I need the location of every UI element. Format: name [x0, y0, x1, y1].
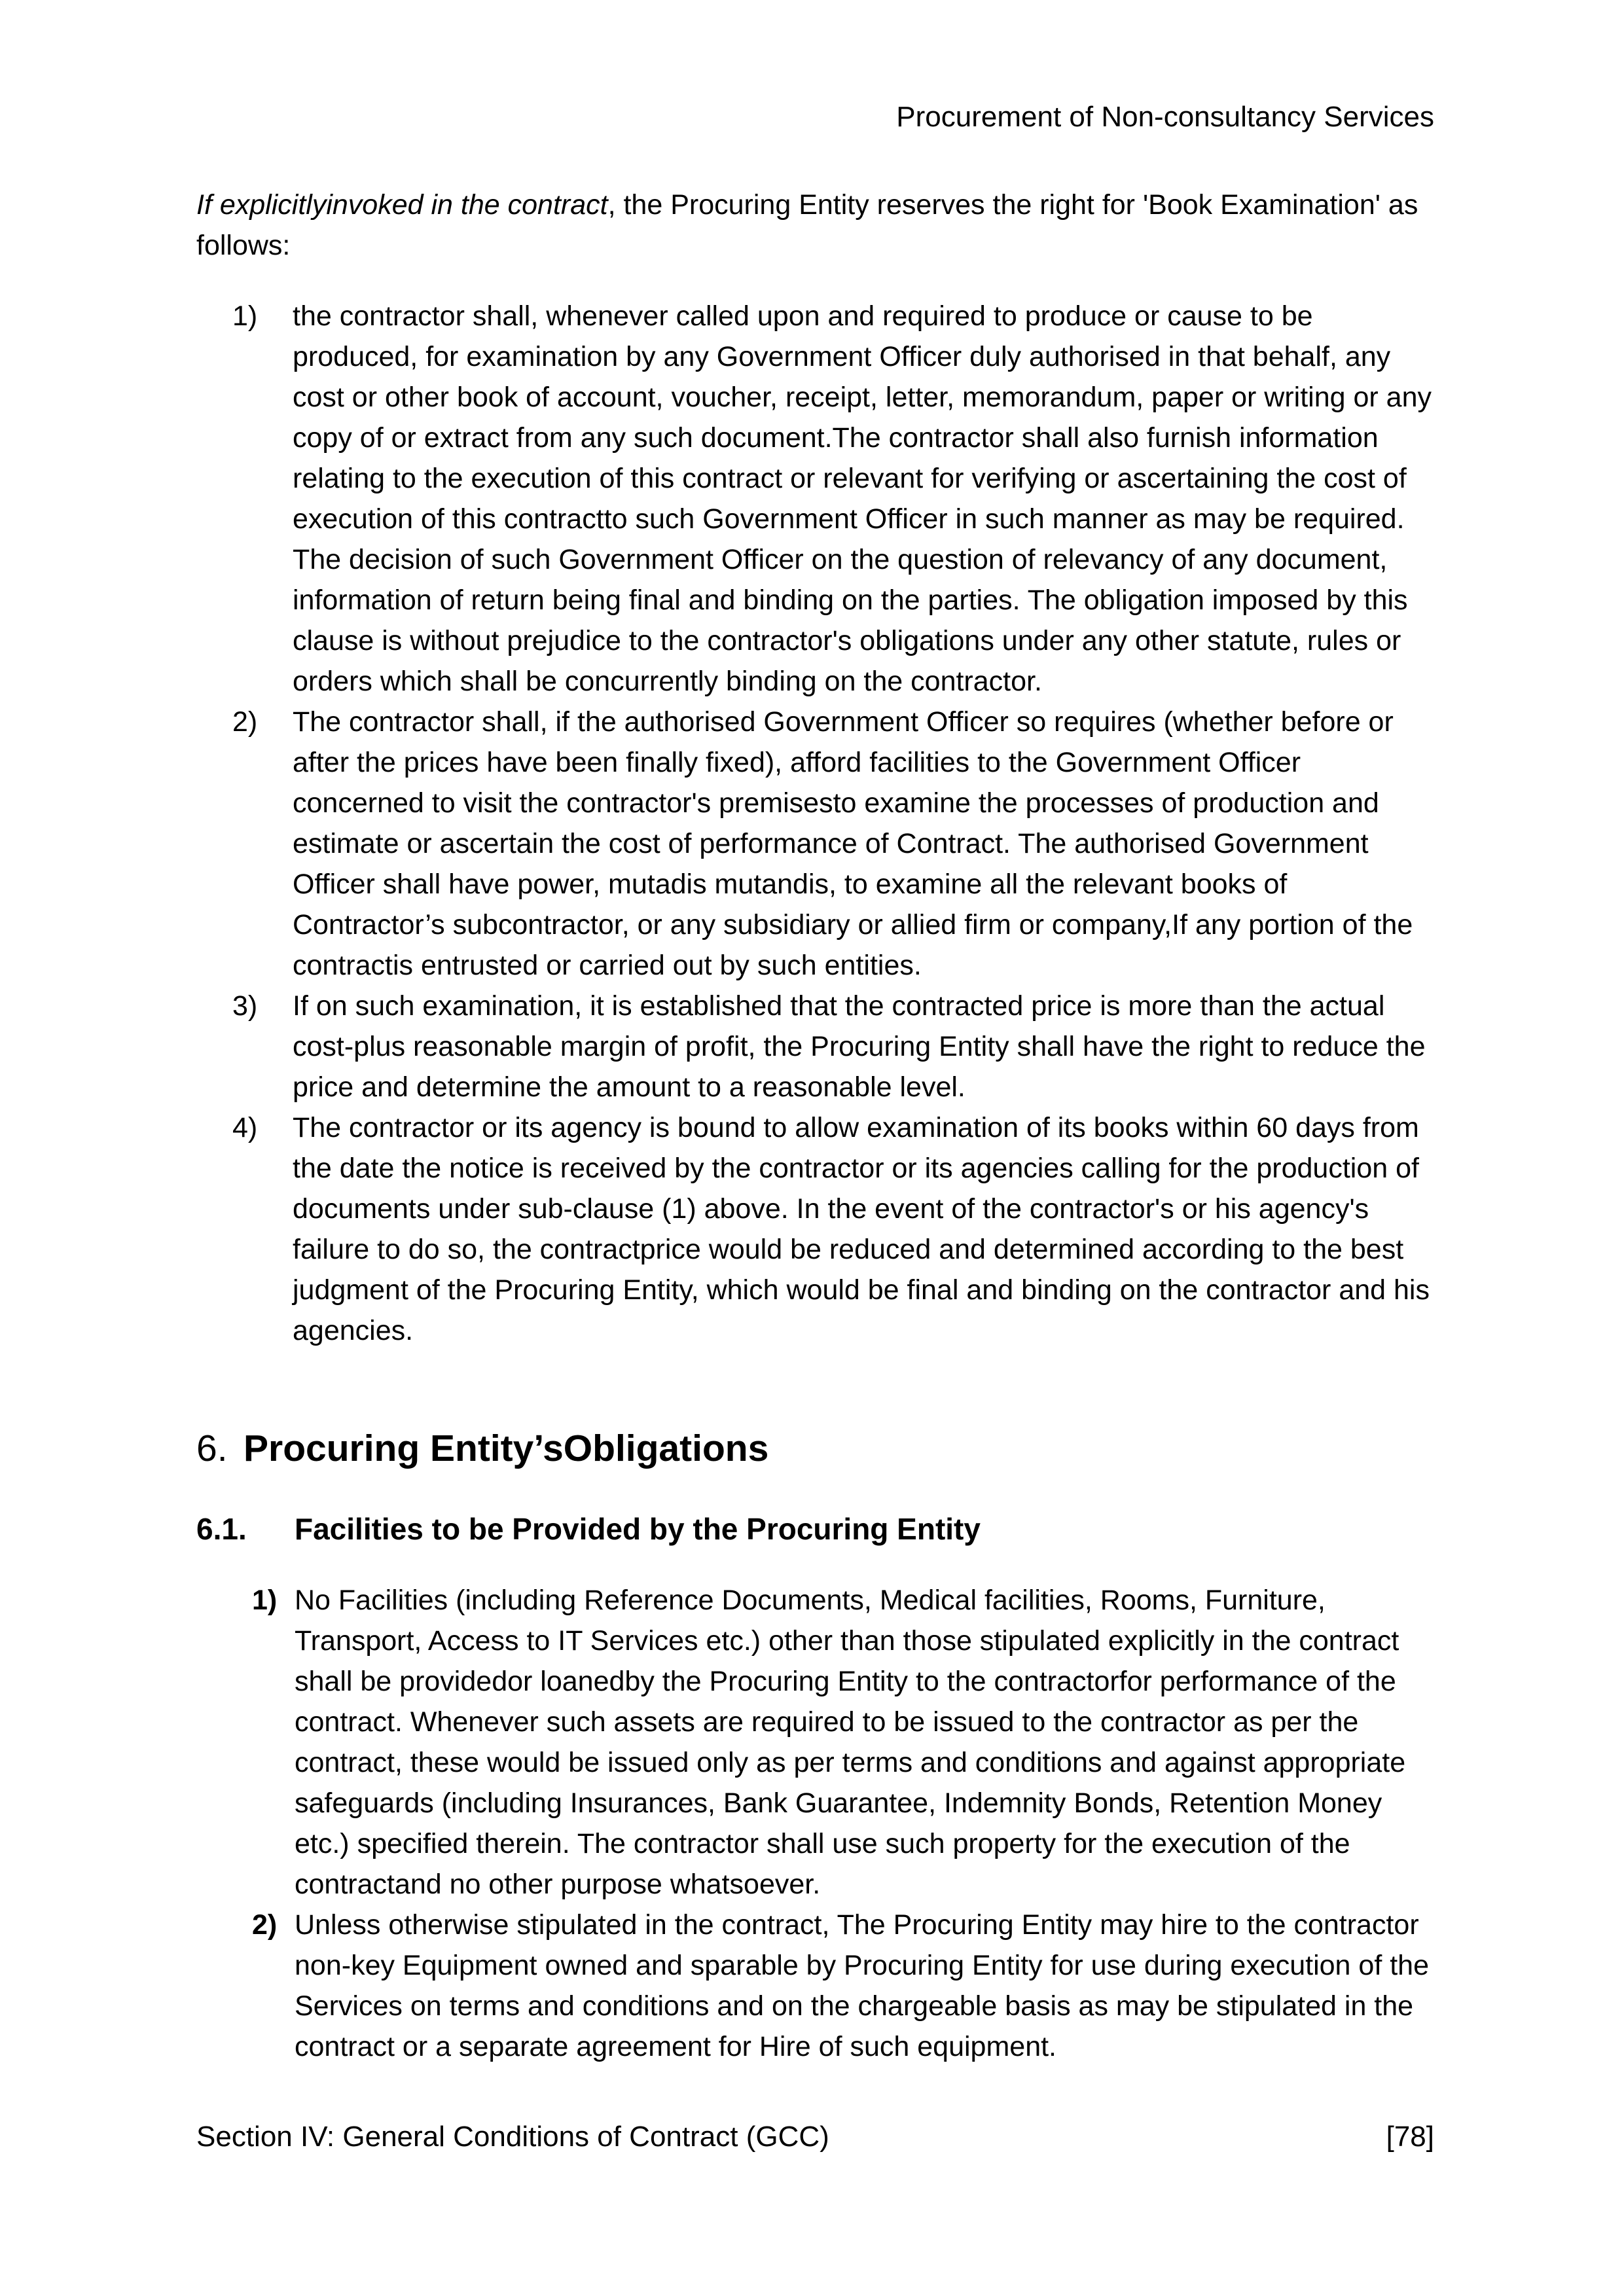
- header-title: Procurement of Non-consultancy Services: [896, 101, 1434, 133]
- list-item-number: 3): [232, 990, 258, 1022]
- section-title: Procuring Entity’sObligations: [244, 1427, 769, 1469]
- intro-paragraph: [196, 185, 1434, 266]
- list-item-text: The contractor or its agency is bound to allow examination of its books within 60 days from the date the notice is received by the contractor or its agencies calling for the production of documents under sub-clause (1) above. In the event of the contractor's or his agency's failure to do so, the contractprice would be reduced and determined according to the best judgment of the Procuring Entity, which would be final and binding on the contractor and his agencies.: [293, 1112, 1430, 1346]
- list-item: [196, 296, 1434, 702]
- intro-regular-text: , the Procuring Entity reserves the right for 'Book Examination' as follows:: [196, 189, 1418, 261]
- subsection-number: 6.1.: [196, 1512, 247, 1546]
- section-heading: [196, 1424, 1434, 1473]
- list-item: [196, 702, 1434, 986]
- list-item-number: 2): [232, 706, 258, 738]
- list-item-text: The contractor shall, if the authorised Government Officer so requires (whether before or after the prices have been finally fixed), afford facilities to the Government Officer concerned to visit the contractor's premisesto examine the processes of production and estimate or ascertain the cost of performance of Contract. The authorised Government Officer shall have power, mutadis mutandis, to examine all the relevant books of Contractor’s subcontractor, or any subsidiary or allied firm or company,If any portion of the contractis entrusted or carried out by such entities.: [293, 706, 1413, 981]
- book-examination-list: [196, 296, 1434, 1351]
- page-content: [196, 185, 1434, 2067]
- page-header: [190, 99, 1434, 135]
- list-item-number: 2): [252, 1909, 278, 1941]
- subsection-heading: [196, 1508, 1434, 1550]
- facilities-list: [196, 1580, 1434, 2067]
- list-item-text: Unless otherwise stipulated in the contract, The Procuring Entity may hire to the contractor non-key Equipment owned and sparable by Procuring Entity for use during execution of the Services on terms and conditions and on the chargeable basis as may be stipulated in the contract or a separate agreement for Hire of such equipment.: [295, 1909, 1429, 2062]
- list-item-number: 4): [232, 1112, 258, 1143]
- list-item-text: the contractor shall, whenever called upon and required to produce or cause to be produced, for examination by any Government Officer duly authorised in that behalf, any cost or other book of account, voucher, receipt, letter, memorandum, paper or writing or any copy of or extract from any such document.The contractor shall also furnish information relating to the execution of this contract or relevant for verifying or ascertaining the cost of execution of this contractto such Government Officer in such manner as may be required. The decision of such Government Officer on the question of relevancy of any document, information of return being final and binding on the parties. The obligation imposed by this clause is without prejudice to the contractor's obligations under any other statute, rules or orders which shall be concurrently binding on the contractor.: [293, 300, 1432, 697]
- list-item: [196, 1107, 1434, 1351]
- list-item-number: 1): [232, 300, 258, 332]
- list-item-text: No Facilities (including Reference Documents, Medical facilities, Rooms, Furniture, Transport, Access to IT Services etc.) other than those stipulated explicitly in the contract shall be providedor loanedby the Procuring Entity to the contractorfor performance of the contract. Whenever such assets are required to be issued to the contractor as per the contract, these would be issued only as per terms and conditions and against appropriate safeguards (including Insurances, Bank Guarantee, Indemnity Bonds, Retention Money etc.) specified therein. The contractor shall use such property for the execution of the contractand no other purpose whatsoever.: [295, 1585, 1406, 1900]
- footer-page-number: [78]: [1386, 2121, 1434, 2153]
- list-item: [196, 1580, 1434, 1905]
- subsection-title: Facilities to be Provided by the Procuring Entity: [295, 1512, 981, 1546]
- list-item: [196, 986, 1434, 1107]
- list-item: [196, 1905, 1434, 2067]
- footer-section-label: Section IV: General Conditions of Contract (GCC): [196, 2121, 829, 2153]
- page-footer: [196, 2119, 1434, 2155]
- section-number: 6.: [196, 1427, 228, 1469]
- intro-italic-text: If explicitlyinvoked in the contract: [196, 189, 608, 221]
- list-item-number: 1): [252, 1585, 278, 1616]
- list-item-text: If on such examination, it is established that the contracted price is more than the actual cost-plus reasonable margin of profit, the Procuring Entity shall have the right to reduce the price and determine the amount to a reasonable level.: [293, 990, 1426, 1103]
